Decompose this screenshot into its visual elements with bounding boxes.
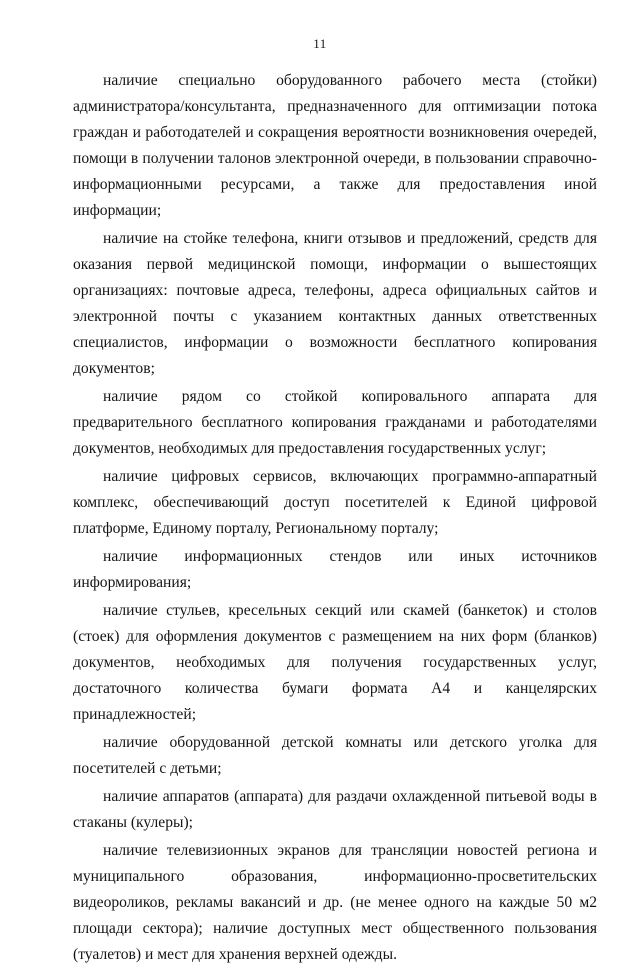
paragraph-kids-room: наличие оборудованной детской комнаты или детского уголка для посетителей с детьми; xyxy=(73,734,597,777)
paragraph-copier: наличие рядом со стойкой копировального аппарата для предварительного бесплатного копирования гражданами и работодателями документов, необходимых для предоставления государственных услуг; xyxy=(73,388,597,457)
paragraph-digital-services: наличие цифровых сервисов, включающих программно-аппаратный комплекс, обеспечивающий доступ посетителей к Единой цифровой платформе, Единому порталу, Региональному порталу; xyxy=(73,468,597,537)
paragraph-tv-screens: наличие телевизионных экранов для трансляции новостей региона и муниципального образования, информационно-просветительских видеороликов, рекламы вакансий и др. (не менее одного на каждые 50 м2 площади сектора); наличие доступных мест общественного пользования (туалетов) и мест для хранения верхней одежды. xyxy=(73,842,597,963)
document-body xyxy=(73,68,597,968)
paragraph-desk-equipment: наличие на стойке телефона, книги отзывов и предложений, средств для оказания первой медицинской помощи, информации о вышестоящих организациях: почтовые адреса, телефоны, адреса официальных сайтов и электронной почты с указанием контактных данных ответственных специалистов, информации о возможности бесплатного копирования документов; xyxy=(73,230,597,377)
paragraph-info-stands: наличие информационных стендов или иных источников информирования; xyxy=(73,548,597,591)
paragraph-seating: наличие стульев, кресельных секций или скамей (банкеток) и столов (стоек) для оформления документов с размещением на них форм (бланков) документов, необходимых для получения государственных услуг, достаточного количества бумаги формата А4 и канцелярских принадлежностей; xyxy=(73,602,597,723)
paragraph-water-coolers: наличие аппаратов (аппарата) для раздачи охлажденной питьевой воды в стаканы (кулеры); xyxy=(73,788,597,831)
paragraph-admin-desk: наличие специально оборудованного рабочего места (стойки) администратора/консультанта, предназначенного для оптимизации потока граждан и работодателей и сокращения вероятности возникновения очередей, помощи в получении талонов электронной очереди, в пользовании справочно-информационными ресурсами, а также для предоставления иной информации; xyxy=(73,72,597,219)
page-number: 11 xyxy=(313,36,327,51)
